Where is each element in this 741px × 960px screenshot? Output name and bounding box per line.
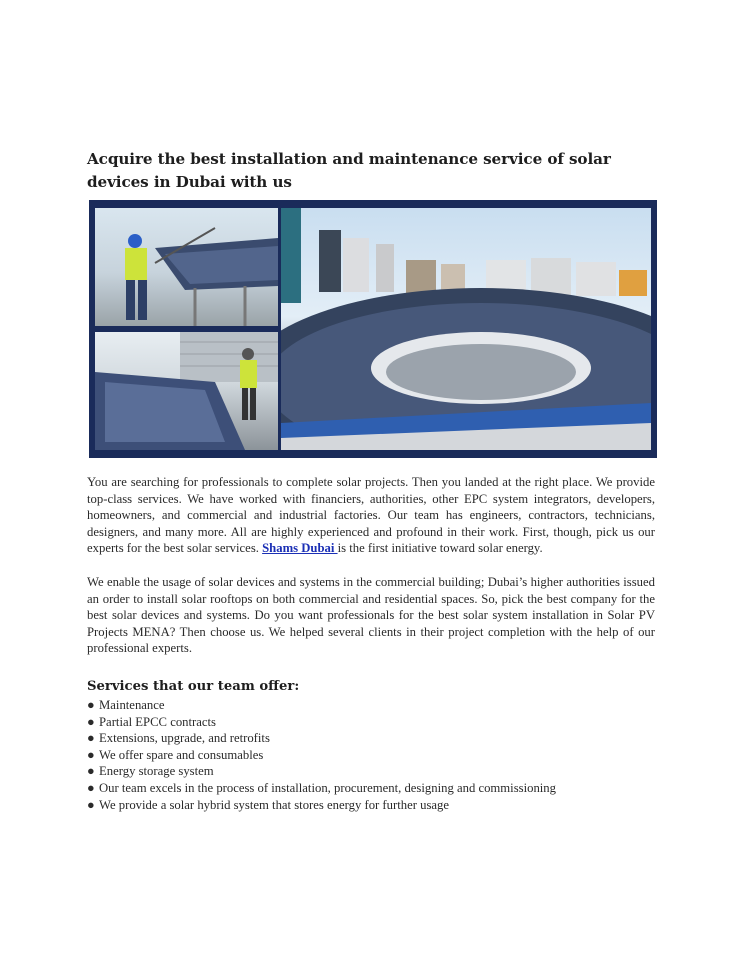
bullet-icon: ● [87, 780, 95, 795]
list-item: ● We provide a solar hybrid system that stores energy for further usage [87, 797, 450, 812]
list-item: ● We offer spare and consumables [87, 747, 264, 762]
solar-collage-image [89, 200, 657, 458]
services-list [87, 697, 655, 813]
bullet-icon: ● [87, 697, 95, 712]
bullet-icon: ● [87, 731, 95, 746]
list-item: ● Partial EPCC contracts [87, 714, 216, 729]
shams-dubai-link[interactable]: Shams Dubai [262, 541, 338, 556]
services-heading: Services that our team offer: [87, 678, 300, 694]
worker-washing-photo [95, 332, 278, 450]
list-item: ● Our team excels in the process of installation, procurement, designing and commissioning [87, 780, 556, 795]
second-paragraph: We enable the usage of solar devices and systems in the commercial building; Dubai’s higher authorities issued an order to install solar rooftops on both commercial and residential spaces. So, pick the best company for the best solar devices and systems. Do you want professionals for the best solar system installation in Solar PV Projects MENA? Then choose us. We helped several clients in their project completion with the help of our professional experts. [87, 574, 655, 656]
list-item: ● Maintenance [87, 697, 165, 712]
worker-cleaning-photo [95, 208, 278, 326]
page-title: Acquire the best installation and maintenance service of solar devices in Dubai with us [87, 150, 611, 191]
document-page [87, 148, 655, 813]
bullet-icon: ● [87, 714, 95, 729]
intro-paragraph: You are searching for professionals to complete solar projects. Then you landed at the right place. We provide top-class services. We have worked with financiers, authorities, other EPC system integrators, developers, homeowners, and commercial and industrial factories. Our team has engineers, contractors, technicians, designers, and many more. All are highly experienced and profound in their work. First, though, pick us our experts for the best solar services. Shams Dubai is the first initiative toward solar energy. [87, 475, 655, 556]
list-item: ● Extensions, upgrade, and retrofits [87, 731, 270, 746]
body-text [87, 474, 655, 657]
bullet-icon: ● [87, 797, 95, 812]
bullet-icon: ● [87, 764, 95, 779]
list-item: ● Energy storage system [87, 764, 214, 779]
stadium-solar-roof-photo [281, 208, 651, 450]
bullet-icon: ● [87, 747, 95, 762]
